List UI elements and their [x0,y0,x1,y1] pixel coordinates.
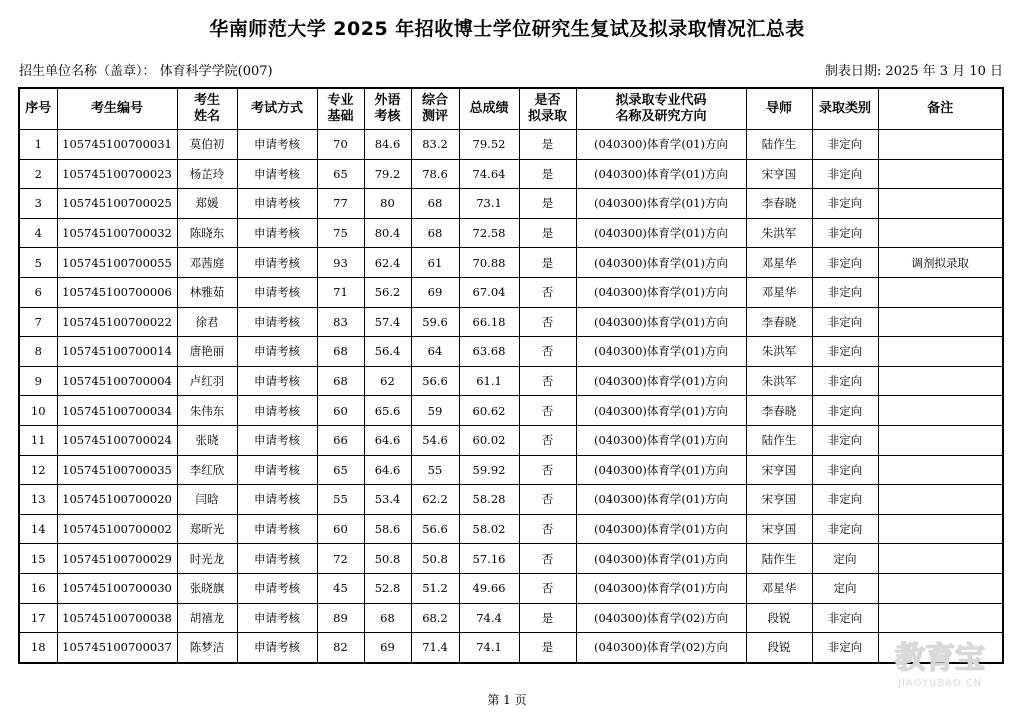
header-total-score: 总成绩 [459,88,519,130]
header-admit-category: 录取类别 [812,88,878,130]
cell-exam-id: 105745100700020 [57,485,177,515]
cell-admit-flag: 是 [519,189,576,219]
cell-exam-id: 105745100700025 [57,189,177,219]
cell-foreign-lang: 64.6 [364,455,411,485]
cell-admit-category: 定向 [812,544,878,574]
cell-admit-flag: 否 [519,485,576,515]
cell-major-basic: 93 [317,248,364,278]
cell-exam-id: 105745100700022 [57,307,177,337]
cell-total-score: 60.62 [459,396,519,426]
cell-exam-mode: 申请考核 [237,485,317,515]
cell-supervisor: 陆作生 [746,130,812,160]
cell-comprehensive: 61 [411,248,459,278]
cell-remark [878,633,1003,663]
cell-total-score: 49.66 [459,573,519,603]
cell-major-direction: (040300)体育学(01)方向 [576,337,746,367]
watermark-logo-text: 教育宝 [895,641,985,676]
cell-admit-category: 非定向 [812,248,878,278]
cell-exam-mode: 申请考核 [237,248,317,278]
cell-foreign-lang: 64.6 [364,425,411,455]
cell-admit-flag: 否 [519,366,576,396]
cell-seq: 9 [19,366,57,396]
cell-seq: 11 [19,425,57,455]
cell-name: 张晓 [177,425,237,455]
cell-seq: 14 [19,514,57,544]
cell-exam-id: 105745100700032 [57,218,177,248]
cell-admit-category: 非定向 [812,396,878,426]
cell-seq: 18 [19,633,57,663]
cell-admit-category: 非定向 [812,337,878,367]
page-number: 第 1 页 [487,693,527,707]
cell-comprehensive: 68 [411,189,459,219]
cell-foreign-lang: 56.2 [364,277,411,307]
cell-exam-id: 105745100700014 [57,337,177,367]
cell-foreign-lang: 58.6 [364,514,411,544]
cell-total-score: 70.88 [459,248,519,278]
cell-exam-id: 105745100700035 [57,455,177,485]
cell-exam-id: 105745100700004 [57,366,177,396]
cell-exam-mode: 申请考核 [237,366,317,396]
cell-comprehensive: 54.6 [411,425,459,455]
table-row [19,514,1003,544]
cell-remark [878,218,1003,248]
cell-admit-category: 非定向 [812,366,878,396]
admission-table [18,87,1004,664]
cell-comprehensive: 59.6 [411,307,459,337]
cell-total-score: 74.4 [459,603,519,633]
header-admit-flag: 是否 拟录取 [519,88,576,130]
header-remark: 备注 [878,88,1003,130]
cell-total-score: 79.52 [459,130,519,160]
cell-admit-category: 非定向 [812,425,878,455]
cell-comprehensive: 68 [411,218,459,248]
cell-major-basic: 89 [317,603,364,633]
cell-exam-mode: 申请考核 [237,603,317,633]
cell-remark [878,307,1003,337]
cell-seq: 3 [19,189,57,219]
cell-foreign-lang: 79.2 [364,159,411,189]
cell-foreign-lang: 52.8 [364,573,411,603]
cell-exam-mode: 申请考核 [237,307,317,337]
cell-name: 张晓旗 [177,573,237,603]
cell-name: 闫晗 [177,485,237,515]
table-row [19,337,1003,367]
cell-major-basic: 72 [317,544,364,574]
unit-label: 招生单位名称（盖章）： 体育科学学院(007) [19,64,273,79]
cell-admit-flag: 是 [519,248,576,278]
cell-comprehensive: 83.2 [411,130,459,160]
cell-comprehensive: 56.6 [411,514,459,544]
cell-name: 唐艳丽 [177,337,237,367]
cell-total-score: 59.92 [459,455,519,485]
header-seq: 序号 [19,88,57,130]
cell-name: 胡禧龙 [177,603,237,633]
cell-supervisor: 邓星华 [746,573,812,603]
cell-seq: 15 [19,544,57,574]
cell-foreign-lang: 57.4 [364,307,411,337]
cell-major-basic: 65 [317,455,364,485]
cell-foreign-lang: 80 [364,189,411,219]
cell-admit-flag: 否 [519,455,576,485]
cell-name: 莫伯初 [177,130,237,160]
cell-supervisor: 宋亨国 [746,485,812,515]
cell-major-direction: (040300)体育学(01)方向 [576,425,746,455]
cell-name: 陈梦洁 [177,633,237,663]
table-body [19,130,1003,663]
cell-major-basic: 60 [317,396,364,426]
cell-seq: 6 [19,277,57,307]
cell-exam-id: 105745100700031 [57,130,177,160]
cell-total-score: 61.1 [459,366,519,396]
watermark-url-text: JIAOYUBAO.CN [898,678,982,689]
cell-name: 郑媛 [177,189,237,219]
cell-seq: 8 [19,337,57,367]
cell-comprehensive: 71.4 [411,633,459,663]
cell-total-score: 58.28 [459,485,519,515]
cell-major-direction: (040300)体育学(01)方向 [576,396,746,426]
cell-major-basic: 45 [317,573,364,603]
table-header-row [19,88,1003,130]
cell-seq: 17 [19,603,57,633]
cell-name: 郑昕光 [177,514,237,544]
table-row [19,455,1003,485]
cell-major-direction: (040300)体育学(02)方向 [576,633,746,663]
table-row [19,130,1003,160]
cell-major-direction: (040300)体育学(01)方向 [576,455,746,485]
cell-name: 林雅茹 [177,277,237,307]
cell-admit-flag: 是 [519,159,576,189]
cell-name: 杨芷玲 [177,159,237,189]
cell-foreign-lang: 62 [364,366,411,396]
cell-admit-flag: 否 [519,307,576,337]
table-row [19,159,1003,189]
cell-major-direction: (040300)体育学(01)方向 [576,218,746,248]
table-row [19,218,1003,248]
cell-comprehensive: 68.2 [411,603,459,633]
cell-admit-flag: 否 [519,425,576,455]
cell-name: 朱伟东 [177,396,237,426]
cell-admit-flag: 否 [519,544,576,574]
cell-seq: 2 [19,159,57,189]
cell-total-score: 73.1 [459,189,519,219]
cell-remark [878,396,1003,426]
cell-major-basic: 65 [317,159,364,189]
cell-foreign-lang: 65.6 [364,396,411,426]
cell-major-basic: 66 [317,425,364,455]
table-row [19,633,1003,663]
cell-remark [878,189,1003,219]
cell-comprehensive: 56.6 [411,366,459,396]
cell-total-score: 57.16 [459,544,519,574]
cell-supervisor: 邓星华 [746,248,812,278]
cell-supervisor: 李春晓 [746,189,812,219]
cell-exam-id: 105745100700024 [57,425,177,455]
cell-exam-id: 105745100700037 [57,633,177,663]
cell-name: 邓茜庭 [177,248,237,278]
cell-exam-mode: 申请考核 [237,633,317,663]
cell-exam-mode: 申请考核 [237,337,317,367]
cell-major-direction: (040300)体育学(01)方向 [576,544,746,574]
cell-comprehensive: 64 [411,337,459,367]
cell-remark [878,130,1003,160]
cell-supervisor: 段锐 [746,633,812,663]
cell-admit-category: 非定向 [812,485,878,515]
cell-foreign-lang: 56.4 [364,337,411,367]
cell-supervisor: 宋亨国 [746,514,812,544]
table-row [19,277,1003,307]
cell-admit-category: 非定向 [812,633,878,663]
cell-admit-category: 非定向 [812,159,878,189]
cell-remark [878,366,1003,396]
cell-major-basic: 68 [317,337,364,367]
cell-major-basic: 70 [317,130,364,160]
cell-admit-flag: 是 [519,633,576,663]
cell-major-direction: (040300)体育学(01)方向 [576,189,746,219]
cell-foreign-lang: 69 [364,633,411,663]
cell-exam-mode: 申请考核 [237,455,317,485]
cell-remark [878,425,1003,455]
cell-supervisor: 宋亨国 [746,159,812,189]
cell-total-score: 72.58 [459,218,519,248]
header-exam-id: 考生编号 [57,88,177,130]
cell-remark [878,337,1003,367]
cell-name: 陈晓东 [177,218,237,248]
cell-admit-flag: 是 [519,218,576,248]
cell-name: 卢红羽 [177,366,237,396]
table-row [19,248,1003,278]
header-major-direction: 拟录取专业代码 名称及研究方向 [576,88,746,130]
header-foreign-lang: 外语 考核 [364,88,411,130]
cell-admit-category: 非定向 [812,130,878,160]
table-row [19,189,1003,219]
cell-major-basic: 55 [317,485,364,515]
cell-admit-category: 非定向 [812,455,878,485]
cell-admit-category: 非定向 [812,189,878,219]
cell-seq: 10 [19,396,57,426]
cell-exam-id: 105745100700055 [57,248,177,278]
cell-name: 时光龙 [177,544,237,574]
cell-remark [878,603,1003,633]
cell-major-direction: (040300)体育学(01)方向 [576,366,746,396]
cell-comprehensive: 59 [411,396,459,426]
cell-comprehensive: 62.2 [411,485,459,515]
header-major-basic: 专业 基础 [317,88,364,130]
cell-major-direction: (040300)体育学(01)方向 [576,130,746,160]
cell-exam-mode: 申请考核 [237,159,317,189]
cell-exam-mode: 申请考核 [237,573,317,603]
cell-admit-category: 非定向 [812,307,878,337]
table-row [19,603,1003,633]
cell-admit-flag: 是 [519,130,576,160]
cell-supervisor: 宋亨国 [746,455,812,485]
cell-major-direction: (040300)体育学(01)方向 [576,248,746,278]
cell-major-direction: (040300)体育学(01)方向 [576,277,746,307]
cell-remark [878,485,1003,515]
cell-major-basic: 60 [317,514,364,544]
cell-seq: 16 [19,573,57,603]
cell-exam-mode: 申请考核 [237,396,317,426]
cell-remark [878,544,1003,574]
cell-seq: 13 [19,485,57,515]
cell-major-direction: (040300)体育学(01)方向 [576,159,746,189]
cell-name: 徐君 [177,307,237,337]
cell-seq: 1 [19,130,57,160]
cell-admit-category: 非定向 [812,277,878,307]
cell-total-score: 74.64 [459,159,519,189]
table-row [19,485,1003,515]
cell-seq: 5 [19,248,57,278]
cell-foreign-lang: 53.4 [364,485,411,515]
cell-admit-category: 定向 [812,573,878,603]
cell-exam-id: 105745100700006 [57,277,177,307]
cell-major-basic: 68 [317,366,364,396]
cell-supervisor: 朱洪军 [746,218,812,248]
cell-supervisor: 李春晓 [746,307,812,337]
cell-seq: 7 [19,307,57,337]
cell-exam-mode: 申请考核 [237,544,317,574]
cell-exam-mode: 申请考核 [237,218,317,248]
cell-exam-mode: 申请考核 [237,514,317,544]
cell-exam-id: 105745100700034 [57,396,177,426]
cell-seq: 12 [19,455,57,485]
cell-exam-id: 105745100700023 [57,159,177,189]
cell-exam-mode: 申请考核 [237,425,317,455]
cell-total-score: 58.02 [459,514,519,544]
cell-supervisor: 陆作生 [746,425,812,455]
cell-total-score: 63.68 [459,337,519,367]
cell-remark: 调剂拟录取 [878,248,1003,278]
header-name: 考生 姓名 [177,88,237,130]
cell-admit-category: 非定向 [812,514,878,544]
sheet-meta [19,60,1003,78]
cell-admit-category: 非定向 [812,603,878,633]
cell-major-basic: 77 [317,189,364,219]
cell-comprehensive: 51.2 [411,573,459,603]
cell-admit-flag: 否 [519,514,576,544]
cell-remark [878,573,1003,603]
cell-major-direction: (040300)体育学(02)方向 [576,603,746,633]
cell-supervisor: 邓星华 [746,277,812,307]
cell-major-basic: 71 [317,277,364,307]
cell-exam-id: 105745100700030 [57,573,177,603]
cell-remark [878,277,1003,307]
cell-foreign-lang: 62.4 [364,248,411,278]
cell-total-score: 66.18 [459,307,519,337]
cell-exam-mode: 申请考核 [237,277,317,307]
cell-major-direction: (040300)体育学(01)方向 [576,307,746,337]
cell-seq: 4 [19,218,57,248]
cell-comprehensive: 69 [411,277,459,307]
cell-exam-mode: 申请考核 [237,130,317,160]
cell-major-basic: 83 [317,307,364,337]
table-row [19,425,1003,455]
table-row [19,573,1003,603]
cell-major-basic: 75 [317,218,364,248]
cell-admit-flag: 否 [519,396,576,426]
cell-exam-mode: 申请考核 [237,189,317,219]
cell-exam-id: 105745100700029 [57,544,177,574]
cell-comprehensive: 55 [411,455,459,485]
cell-foreign-lang: 84.6 [364,130,411,160]
cell-remark [878,159,1003,189]
cell-name: 李红欣 [177,455,237,485]
cell-supervisor: 段锐 [746,603,812,633]
cell-total-score: 60.02 [459,425,519,455]
date-label: 制表日期: 2025 年 3 月 10 日 [824,64,1003,79]
cell-foreign-lang: 68 [364,603,411,633]
cell-admit-flag: 否 [519,573,576,603]
table-row [19,366,1003,396]
cell-remark [878,514,1003,544]
cell-supervisor: 李春晓 [746,396,812,426]
cell-total-score: 67.04 [459,277,519,307]
table-row [19,307,1003,337]
cell-remark [878,455,1003,485]
cell-exam-id: 105745100700002 [57,514,177,544]
cell-comprehensive: 78.6 [411,159,459,189]
cell-total-score: 74.1 [459,633,519,663]
table-row [19,544,1003,574]
cell-exam-id: 105745100700038 [57,603,177,633]
cell-admit-flag: 否 [519,337,576,367]
header-supervisor: 导师 [746,88,812,130]
cell-foreign-lang: 50.8 [364,544,411,574]
cell-foreign-lang: 80.4 [364,218,411,248]
header-comprehensive: 综合 测评 [411,88,459,130]
cell-admit-category: 非定向 [812,218,878,248]
cell-supervisor: 陆作生 [746,544,812,574]
cell-major-direction: (040300)体育学(01)方向 [576,573,746,603]
header-exam-mode: 考试方式 [237,88,317,130]
cell-major-direction: (040300)体育学(01)方向 [576,485,746,515]
cell-comprehensive: 50.8 [411,544,459,574]
cell-supervisor: 朱洪军 [746,366,812,396]
cell-major-basic: 82 [317,633,364,663]
cell-major-direction: (040300)体育学(01)方向 [576,514,746,544]
cell-admit-flag: 否 [519,277,576,307]
cell-admit-flag: 是 [519,603,576,633]
page-title: 华南师范大学 2025 年招收博士学位研究生复试及拟录取情况汇总表 [209,18,805,40]
table-row [19,396,1003,426]
cell-supervisor: 朱洪军 [746,337,812,367]
